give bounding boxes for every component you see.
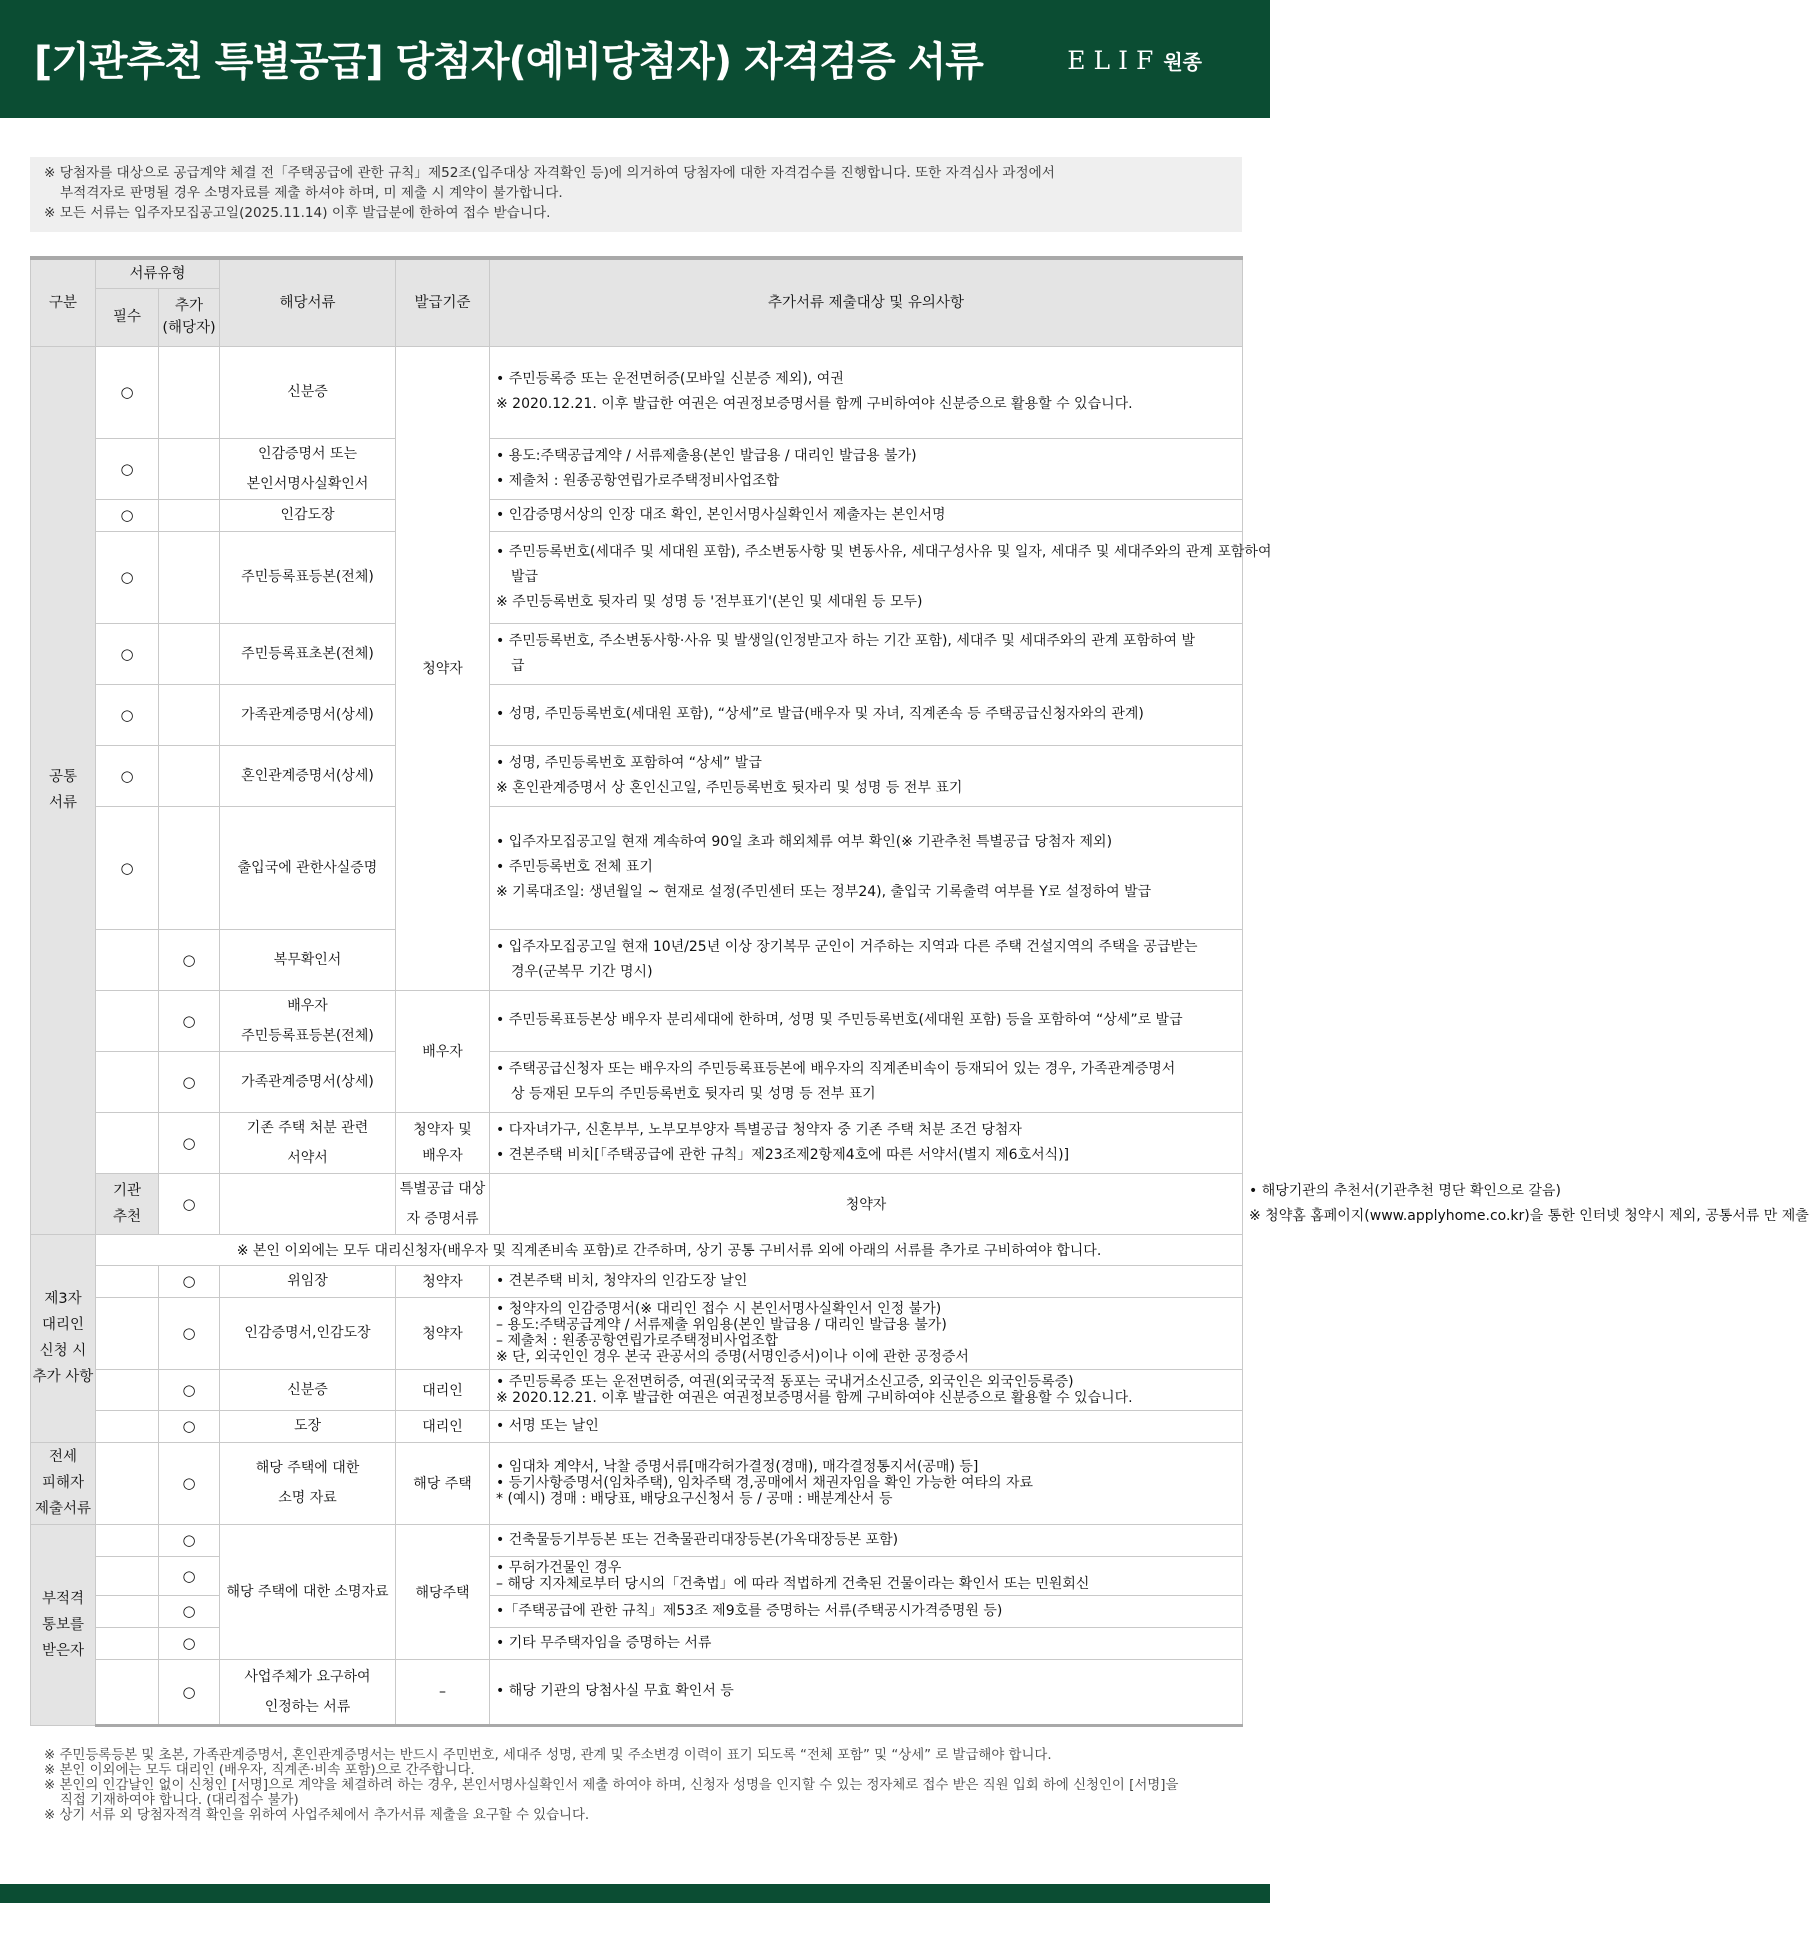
notes-cell (490, 1524, 1243, 1556)
notes-cell (490, 1442, 1243, 1524)
note-line: • 인감증명서상의 인장 대조 확인, 본인서명사실확인서 제출자는 본인서명 (496, 506, 946, 523)
note-line: • 무허가건물인 경우 (496, 1559, 622, 1576)
basis-cell: 청약자 (396, 346, 490, 990)
additional-mark: ○ (159, 1524, 220, 1556)
required-mark: ○ (96, 531, 159, 623)
additional-mark: ○ (159, 1659, 220, 1725)
required-cell (96, 1369, 159, 1410)
note-line: ※ 기록대조일: 생년월일 ~ 현재로 설정(주민센터 또는 정부24), 출입국 기록출력 여부를 Y로 설정하여 발급 (496, 884, 1152, 900)
note-line: • 주민등록증 또는 운전면허증, 여권(외국국적 동포는 국내거소신고증, 외국인은 외국인등록증) (496, 1373, 1074, 1390)
additional-mark: ○ (159, 1369, 220, 1410)
note-line: – 해당 지자체로부터 당시의「건축법」에 따라 적법하게 건축된 건물이라는 확인서 또는 민원회신 (496, 1575, 1090, 1592)
notes-cell (490, 1051, 1243, 1112)
footnotes (44, 1748, 1234, 1823)
notice-line: 부적격자로 판명될 경우 소명자료를 제출 하셔야 하며, 미 제출 시 계약이 불가합니다. (60, 185, 563, 201)
required-cell (96, 1595, 159, 1627)
note-line: 경우(군복무 기간 명시) (511, 963, 653, 980)
footnote-line: ※ 본인 이외에는 모두 대리인 (배우자, 직계존·비속 포함)으로 간주합니다. (44, 1763, 475, 1778)
note-line: • 견본주택 비치, 청약자의 인감도장 날인 (496, 1272, 748, 1289)
note-line: 발급 (511, 568, 539, 585)
category-jeonse: 전세 피해자 제출서류 (31, 1442, 96, 1524)
basis-cell: 배우자 (396, 990, 490, 1112)
document-name: 기존 주택 처분 관련 서약서 (220, 1112, 396, 1173)
notes-cell (490, 623, 1243, 684)
additional-cell (159, 684, 220, 745)
footnote-line: ※ 상기 서류 외 당첨자적격 확인을 위하여 사업주체에서 추가서류 제출을 요구할 수 있습니다. (44, 1808, 590, 1823)
notes-cell (490, 806, 1243, 929)
note-line: •「주택공급에 관한 규칙」제53조 제9호를 증명하는 서류(주택공시가격증명원 등) (496, 1602, 1003, 1619)
notice-box (30, 157, 1242, 232)
document-name: 복무확인서 (220, 929, 396, 990)
header-additional: 추가 (해당자) (159, 288, 220, 346)
footnote-line: ※ 본인의 인감날인 없이 신청인 [서명]으로 계약을 체결하려 하는 경우, 본인서명사실확인서 제출 하여야 하며, 신청자 성명을 인지할 수 있는 정자체로 접수 받은 직원 입회 하에 신청인이 [서명]을 (44, 1778, 1179, 1793)
required-cell (96, 990, 159, 1051)
note-line: • 용도:주택공급계약 / 서류제출용(본인 발급용 / 대리인 발급용 불가) (496, 447, 917, 464)
basis-cell: 청약자 (396, 1265, 490, 1297)
additional-mark: ○ (159, 1112, 220, 1173)
proxy-note: ※ 본인 이외에는 모두 대리신청자(배우자 및 직계존비속 포함)로 간주하며, 상기 공통 구비서류 외에 아래의 서류를 추가로 구비하여야 합니다. (96, 1234, 1243, 1265)
document-name: 주민등록표초본(전체) (220, 623, 396, 684)
notes-cell (490, 438, 1243, 499)
basis-cell: 청약자 (490, 1173, 1243, 1234)
brand-logo (1067, 46, 1202, 75)
additional-mark: ○ (159, 990, 220, 1051)
required-cell (96, 1297, 159, 1369)
basis-cell: 청약자 및 배우자 (396, 1112, 490, 1173)
additional-mark: ○ (159, 1556, 220, 1595)
header-doc-type: 서류유형 (96, 258, 220, 288)
note-line: – 제출처 : 원종공항연립가로주택정비사업조합 (496, 1333, 779, 1349)
note-line: • 임대차 계약서, 낙찰 증명서류[매각허가결정(경매), 매각결정통지서(공매) 등] (496, 1459, 979, 1475)
document-name: 가족관계증명서(상세) (220, 684, 396, 745)
footnote-line: ※ 주민등록등본 및 초본, 가족관계증명서, 혼인관계증명서는 반드시 주민번호, 세대주 성명, 관계 및 주소변경 이력이 표기 되도록 “전체 포함” 및 “상세” 로 발급해야 합니다. (44, 1748, 1052, 1763)
document-name: 인감증명서,인감도장 (220, 1297, 396, 1369)
additional-cell (220, 1173, 396, 1234)
required-mark: ○ (96, 684, 159, 745)
category-proxy: 제3자 대리인 신청 시 추가 사항 (31, 1234, 96, 1442)
document-name: 가족관계증명서(상세) (220, 1051, 396, 1112)
document-name: 주민등록표등본(전체) (220, 531, 396, 623)
required-mark: ○ (96, 623, 159, 684)
notes-cell (490, 745, 1243, 806)
additional-mark: ○ (159, 1051, 220, 1112)
page-title: [기관추천 특별공급] 당첨자(예비당첨자) 자격검증 서류 (34, 39, 983, 85)
additional-mark: ○ (159, 1595, 220, 1627)
footnote-line: 직접 기재하여야 합니다. (대리접수 불가) (60, 1793, 299, 1808)
note-line: 급 (511, 657, 525, 674)
document-name: 위임장 (220, 1265, 396, 1297)
note-line: • 다자녀가구, 신혼부부, 노부모부양자 특별공급 청약자 중 기존 주택 처분 조건 당첨자 (496, 1121, 1022, 1138)
document-name: 해당 주택에 대한 소명 자료 (220, 1442, 396, 1524)
note-line: * (예시) 경매 : 배당표, 배당요구신청서 등 / 공매 : 배분계산서 등 (496, 1491, 893, 1507)
note-line: • 제출처 : 원종공항연립가로주택정비사업조합 (496, 472, 780, 489)
notes-cell (490, 1297, 1243, 1369)
note-line: • 견본주택 비치[「주택공급에 관한 규칙」제23조제2항제4호에 따른 서약서(별지 제6호서식)] (496, 1146, 1070, 1163)
note-line: ※ 단, 외국인인 경우 본국 관공서의 증명(서명인증서)이나 이에 관한 공정증서 (496, 1349, 969, 1365)
note-line: – 용도:주택공급계약 / 서류제출 위임용(본인 발급용 / 대리인 발급용 불가) (496, 1317, 947, 1333)
note-line: • 주택공급신청자 또는 배우자의 주민등록표등본에 배우자의 직계존비속이 등재되어 있는 경우, 가족관계증명서 (496, 1060, 1176, 1077)
additional-cell (159, 531, 220, 623)
notes-cell (490, 1369, 1243, 1410)
header-basis: 발급기준 (396, 258, 490, 346)
document-name: 배우자 주민등록표등본(전체) (220, 990, 396, 1051)
additional-mark: ○ (159, 929, 220, 990)
footer-bar (0, 1884, 1270, 1903)
notes-cell (490, 1659, 1243, 1725)
additional-cell (159, 623, 220, 684)
additional-mark: ○ (159, 1410, 220, 1442)
notes-cell (490, 1112, 1243, 1173)
required-cell (96, 1265, 159, 1297)
notes-cell (490, 346, 1243, 438)
note-line: • 입주자모집공고일 현재 10년/25년 이상 장기복무 군인이 거주하는 지역과 다른 주택 건설지역의 주택을 공급받는 (496, 938, 1198, 955)
document-name: 출입국에 관한사실증명 (220, 806, 396, 929)
notes-cell (490, 531, 1272, 623)
document-name: 신분증 (220, 1369, 396, 1410)
additional-mark: ○ (159, 1627, 220, 1659)
required-mark: ○ (96, 438, 159, 499)
note-line: ※ 혼인관계증명서 상 혼인신고일, 주민등록번호 뒷자리 및 성명 등 전부 표기 (496, 779, 963, 796)
note-line: • 성명, 주민등록번호 포함하여 “상세” 발급 (496, 754, 762, 771)
basis-cell: 대리인 (396, 1369, 490, 1410)
required-cell (96, 1051, 159, 1112)
document-name: 특별공급 대상자 증명서류 (396, 1173, 490, 1234)
additional-cell (159, 806, 220, 929)
document-name: 사업주체가 요구하여 인정하는 서류 (220, 1659, 396, 1725)
notes-cell (490, 929, 1243, 990)
page-header (0, 0, 1270, 118)
note-line: • 서명 또는 날인 (496, 1417, 599, 1434)
note-line: ※ 주민등록번호 뒷자리 및 성명 등 '전부표기'(본인 및 세대원 등 모두) (496, 593, 923, 610)
note-line: • 주민등록표등본상 배우자 분리세대에 한하며, 성명 및 주민등록번호(세대원 포함) 등을 포함하여 “상세”로 발급 (496, 1012, 1183, 1028)
notes-cell (490, 1410, 1243, 1442)
additional-cell (159, 499, 220, 531)
notice-line: ※ 당첨자를 대상으로 공급계약 체결 전「주택공급에 관한 규칙」제52조(입주대상 자격확인 등)에 의거하여 당첨자에 대한 자격검수를 진행합니다. 또한 자격심사 과정에서 (44, 165, 1055, 181)
note-line: 상 등재된 모두의 주민등록번호 뒷자리 및 성명 등 전부 표기 (511, 1085, 876, 1102)
additional-cell (159, 438, 220, 499)
notes-cell (490, 1556, 1243, 1595)
note-line: • 성명, 주민등록번호(세대원 포함), “상세”로 발급(배우자 및 자녀, 직계존속 등 주택공급신청자와의 관계) (496, 706, 1144, 722)
required-cell (96, 1442, 159, 1524)
required-cell (96, 1524, 159, 1556)
note-line: ※ 2020.12.21. 이후 발급한 여권은 여권정보증명서를 함께 구비하여야 신분증으로 활용할 수 있습니다. (496, 1389, 1133, 1406)
notes-cell (490, 990, 1243, 1051)
basis-cell: 대리인 (396, 1410, 490, 1442)
category-common: 공통 서류 (31, 346, 96, 1234)
note-line: • 주민등록증 또는 운전면허증(모바일 신분증 제외), 여권 (496, 371, 844, 387)
required-mark: ○ (96, 806, 159, 929)
note-line: • 해당 기관의 당첨사실 무효 확인서 등 (496, 1683, 734, 1699)
required-cell (96, 1659, 159, 1725)
notes-cell (490, 684, 1243, 745)
header-document: 해당서류 (220, 258, 396, 346)
note-line: • 건축물등기부등본 또는 건축물관리대장등본(가옥대장등본 포함) (496, 1531, 899, 1548)
notes-cell (490, 1595, 1243, 1627)
additional-cell (159, 346, 220, 438)
additional-mark: ○ (159, 1442, 220, 1524)
header-notes: 추가서류 제출대상 및 유의사항 (490, 258, 1243, 346)
additional-cell (159, 745, 220, 806)
document-name: 인감증명서 또는 본인서명사실확인서 (220, 438, 396, 499)
note-line: • 등기사항증명서(임차주택), 임차주택 경,공매에서 채권자임을 확인 가능한 여타의 자료 (496, 1475, 1034, 1491)
required-mark: ○ (96, 346, 159, 438)
document-name: 도장 (220, 1410, 396, 1442)
additional-mark: ○ (159, 1265, 220, 1297)
document-name: 해당 주택에 대한 소명자료 (220, 1524, 396, 1659)
header-category: 구분 (31, 258, 96, 346)
notes-cell (490, 1265, 1243, 1297)
note-line: • 청약자의 인감증명서(※ 대리인 접수 시 본인서명사실확인서 인정 불가) (496, 1301, 942, 1317)
required-cell (96, 1556, 159, 1595)
documents-table: 구분 서류유형 해당서류 발급기준 추가서류 제출대상 및 유의사항 필수 추가 (해당자) 공통 서류 ○ 신분증 청약자 • 주민등록증 또는 운전면허증(모바일 신분증 제외), 여권 ※ 2020.12.21. 이후 발급한 여권은 여권정보증명서를 함께 구비하여야 신분증으로 활용할 수 있습니다. ○ 인감증명서 또는 본인서명사실확인서 • 용도:주택공급계약 / 서류제출용(본인 발급용 / 대리인 발급용 불가) • 제출처 : 원종공항연립가로주택정비사업조합 ○ 인감도장 • 인감증명서상의 인장 대조 확인, 본인서명사실확인서 제출자는 본인서명 ○ 주민등록표등본(전체) • 주민등록번호(세대주 및 세대원 포함), 주소변동사항 및 변동사유, 세대구성사유 및 일자, 세대주 및 세대주와의 관계 포함하여 발급 ※ 주민등록번호 뒷자리 및 성명 등 '전부표기'(본인 및 세대원 등 모두) ○ 주민등록표초본(전체) • 주민등록번호, 주소변동사항·사유 및 발생일(인정받고자 하는 기간 포함), 세대주 및 세대주와의 관계 포함하여 발 급 ○ 가족관계증명서(상세) • 성명, 주민등록번호(세대원 포함), “상세”로 발급(배우자 및 자녀, 직계존속 등 주택공급신청자와의 관계) ○ 혼인관계증명서(상세) • 성명, 주민등록번호 포함하여 “상세” 발급 ※ 혼인관계증명서 상 혼인신고일, 주민등록번호 뒷자리 및 성명 등 전부 표기 ○ 출입국에 관한사실증명 • 입주자모집공고일 현재 계속하여 90일 초과 해외체류 여부 확인(※ 기관추천 특별공급 당첨자 제외) • 주민등록번호 전체 표기 ※ 기록대조일: 생년월일 ~ 현재로 설정(주민센터 또는 정부24), 출입국 기록출력 여부를 Y로 설정하여 발급 ○ 복무확인서 • 입주자모집공고일 현재 10년/25년 이상 장기복무 군인이 거주하는 지역과 다른 주택 건설지역의 주택을 공급받는 경우(군복무 기간 명시) ○ 배우자 주민등록표등본(전체) 배우자 • 주민등록표등본상 배우자 분리세대에 한하며, 성명 및 주민등록번호(세대원 포함) 등을 포함하여 “상세”로 발급 ○ 가족관계증명서(상세) • 주택공급신청자 또는 배우자의 주민등록표등본에 배우자의 직계존비속이 등재되어 있는 경우, 가족관계증명서 상 등재된 모두의 주민등록번호 뒷자리 및 성명 등 전부 표기 ○ 기존 주택 처분 관련 서약서 청약자 및 배우자 • 다자녀가구, 신혼부부, 노부모부양자 특별공급 청약자 중 기존 주택 처분 조건 당첨자 • 견본주택 비치[「주택공급에 관한 규칙」제23조제2항제4호에 따른 서약서(별지 제6호서식)] 기관 추천 ○ 특별공급 대상자 증명서류 청약자 • 해당기관의 추천서(기관추천 명단 확인으로 갈음) ※ 청약홈 홈페이지(www.applyhome.co.kr)을 통한 인터넷 청약시 제외, 공통서류 만 제출 제3자 대리인 신청 시 추가 사항 ※ 본인 이외에는 모두 대리신청자(배우자 및 직계존비속 포함)로 간주하며, 상기 공통 구비서류 외에 아래의 서류를 추가로 구비하여야 합니다. ○ 위임장 청약자 • 견본주택 비치, 청약자의 인감도장 날인 ○ 인감증명서,인감도장 청약자 • 청약자의 인감증명서(※ 대리인 접수 시 본인서명사실확인서 인정 불가) – 용도:주택공급계약 / 서류제출 위임용(본인 발급용 / 대리인 발급용 불가) – 제출처 : 원종공항연립가로주택정비사업조합 ※ 단, 외국인인 경우 본국 관공서의 증명(서명인증서)이나 이에 관한 공정증서 ○ 신분증 대리인 • 주민등록증 또는 운전면허증, 여권(외국국적 동포는 국내거소신고증, 외국인은 외국인등록증) ※ 2020.12.21. 이후 발급한 여권은 여권정보증명서를 함께 구비하여야 신분증으로 활용할 수 있습니다. ○ 도장 대리인 • 서명 또는 날인 전세 피해자 제출서류 ○ 해당 주택에 대한 소명 자료 해당 주택 • 임대차 계약서, 낙찰 증명서류[매각허가결정(경매), 매각결정통지서(공매) 등] • 등기사항증명서(임차주택), 임차주택 경,공매에서 채권자임을 확인 가능한 여타의 자료 * (예시) 경매 : 배당표, 배당요구신청서 등 / 공매 : 배분계산서 등 부적격 통보를 받은자 ○ 해당 주택에 대한 소명자료 해당주택 • 건축물등기부등본 또는 건축물관리대장등본(가옥대장등본 포함) ○ • 무허가건물인 경우 – 해당 지자체로부터 당시의「건축법」에 따라 적법하게 건축된 건물이라는 확인서 또는 민원회신 ○ •「주택공급에 관한 규칙」제53조 제9호를 증명하는 서류(주택공시가격증명원 등) ○ • 기타 무주택자임을 증명하는 서류 ○ 사업주체가 요구하여 인정하는 서류 – • 해당 기관의 당첨사실 무효 확인서 등 (30, 256, 1243, 1727)
notes-cell (490, 499, 1243, 531)
document-name: 혼인관계증명서(상세) (220, 745, 396, 806)
header-required: 필수 (96, 288, 159, 346)
notice-line: ※ 모든 서류는 입주자모집공고일(2025.11.14) 이후 발급분에 한하여 접수 받습니다. (44, 205, 551, 221)
required-mark: ○ (96, 745, 159, 806)
note-line: • 주민등록번호(세대주 및 세대원 포함), 주소변동사항 및 변동사유, 세대구성사유 및 일자, 세대주 및 세대주와의 관계 포함하여 (496, 543, 1272, 560)
note-line: ※ 2020.12.21. 이후 발급한 여권은 여권정보증명서를 함께 구비하여야 신분증으로 활용할 수 있습니다. (496, 396, 1133, 412)
note-line: • 입주자모집공고일 현재 계속하여 90일 초과 해외체류 여부 확인(※ 기관추천 특별공급 당첨자 제외) (496, 834, 1113, 850)
required-mark: ○ (159, 1173, 220, 1234)
document-name: 인감도장 (220, 499, 396, 531)
required-mark: ○ (96, 499, 159, 531)
logo-place: 원종 (1163, 50, 1202, 74)
note-line: • 주민등록번호, 주소변동사항·사유 및 발생일(인정받고자 하는 기간 포함), 세대주 및 세대주와의 관계 포함하여 발 (496, 632, 1195, 649)
required-cell (96, 1627, 159, 1659)
required-cell (96, 929, 159, 990)
additional-mark: ○ (159, 1297, 220, 1369)
note-line: • 기타 무주택자임을 증명하는 서류 (496, 1634, 712, 1651)
basis-cell: 청약자 (396, 1297, 490, 1369)
required-cell (96, 1112, 159, 1173)
basis-cell: 해당주택 (396, 1524, 490, 1659)
required-cell (96, 1410, 159, 1442)
category-ineligible: 부적격 통보를 받은자 (31, 1524, 96, 1725)
notes-cell (490, 1627, 1243, 1659)
document-name: 신분증 (220, 346, 396, 438)
category-agency: 기관 추천 (96, 1173, 159, 1234)
logo-brand: ELIF (1067, 46, 1162, 75)
note-line: • 주민등록번호 전체 표기 (496, 859, 653, 875)
basis-cell: – (396, 1659, 490, 1725)
basis-cell: 해당 주택 (396, 1442, 490, 1524)
